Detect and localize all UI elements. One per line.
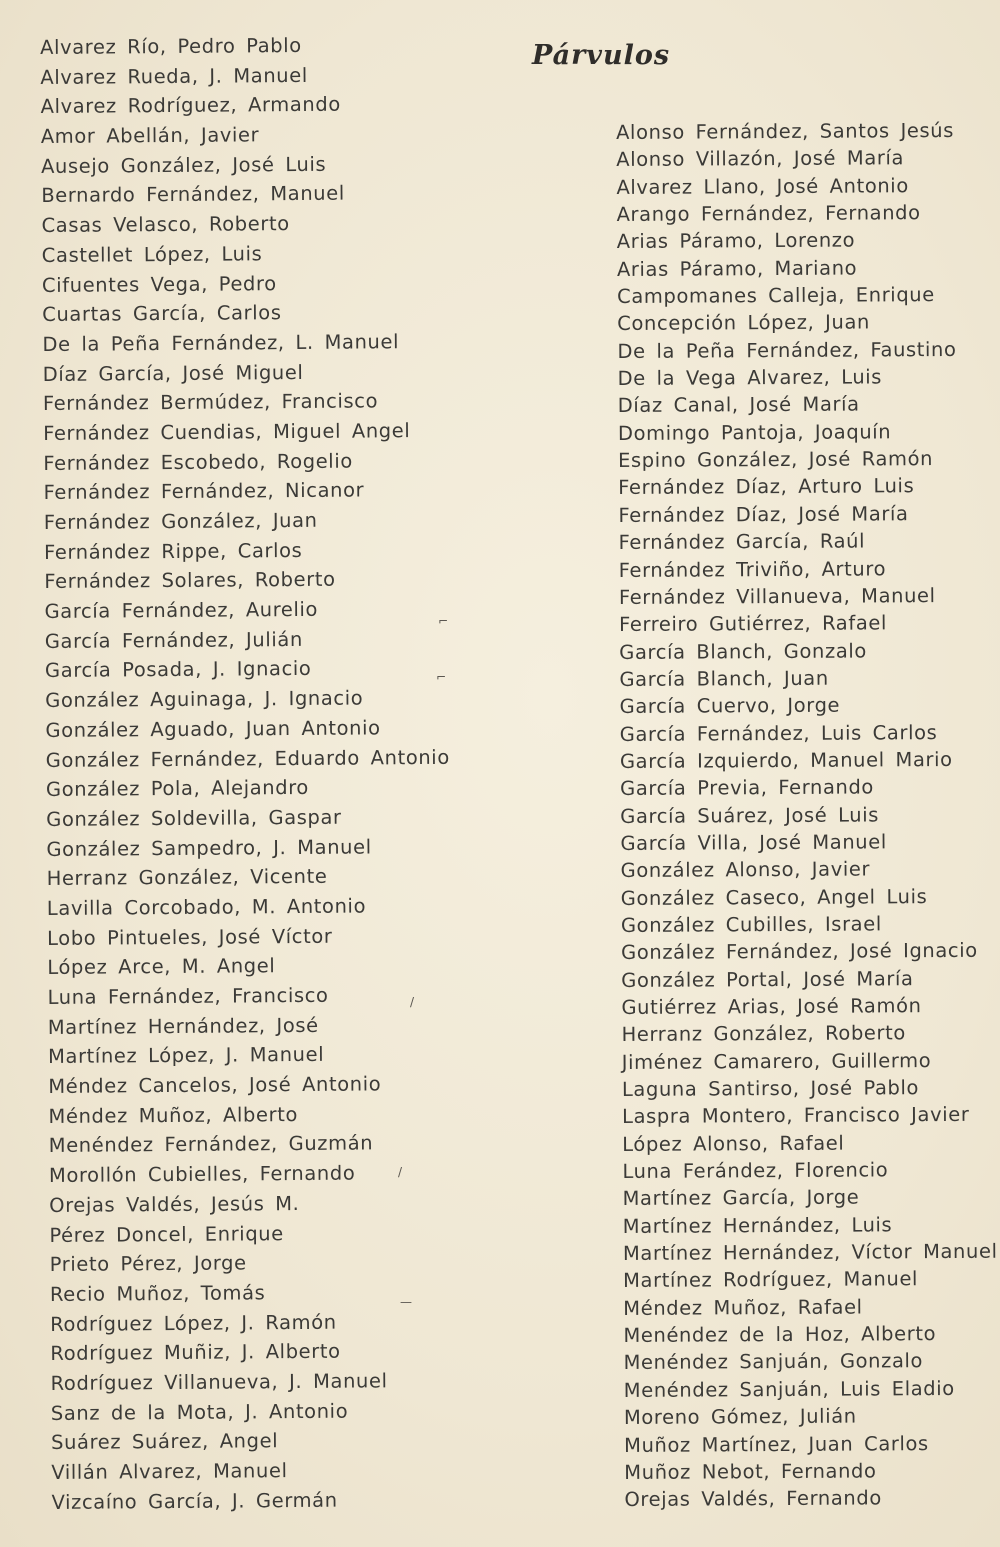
list-item: Laspra Montero, Francisco Javier — [622, 1103, 970, 1129]
list-item: Fernández González, Juan — [43, 508, 318, 534]
list-item: Arias Páramo, Mariano — [616, 256, 858, 281]
list-item: Espino González, José Ramón — [618, 447, 934, 473]
list-item: Fernández Escobedo, Rogelio — [43, 449, 353, 475]
list-item: García Villa, José Manuel — [620, 830, 887, 855]
list-item: González Fernández, José Ignacio — [621, 939, 978, 965]
list-item: Martínez Hernández, Luis — [622, 1213, 893, 1238]
left-name-column — [40, 30, 452, 1517]
list-item: González Cubilles, Israel — [620, 912, 882, 937]
list-item: Rodríguez Muñiz, J. Alberto — [50, 1339, 341, 1366]
list-item: Ferreiro Gutiérrez, Rafael — [619, 611, 888, 637]
list-item: Díaz Canal, José María — [617, 392, 860, 418]
list-item: Fernández Triviño, Arturo — [618, 556, 887, 582]
list-item: García Suárez, José Luis — [620, 803, 880, 828]
list-item: González Aguado, Juan Antonio — [45, 716, 381, 742]
list-item: Rodríguez Villanueva, J. Manuel — [50, 1369, 388, 1395]
list-item: Herranz González, Roberto — [621, 1021, 906, 1047]
list-item: Luna Ferández, Florencio — [622, 1158, 889, 1184]
list-item: Orejas Valdés, Fernando — [624, 1486, 882, 1512]
list-item: González Caseco, Angel Luis — [620, 884, 928, 910]
list-item: Menéndez Sanjuán, Luis Eladio — [623, 1376, 955, 1402]
list-item: González Fernández, Eduardo Antonio — [45, 745, 450, 772]
list-item: Alonso Villazón, José María — [616, 146, 905, 172]
list-item: Fernández Villanueva, Manuel — [618, 583, 936, 609]
list-item: Concepción López, Juan — [617, 310, 871, 336]
list-item: Fernández Fernández, Nicanor — [43, 478, 365, 505]
list-item: Fernández Díaz, José María — [618, 502, 909, 527]
list-item: Cuartas García, Carlos — [42, 301, 282, 327]
list-item: Lobo Pintueles, José Víctor — [47, 924, 333, 950]
list-item: Prieto Pérez, Jorge — [49, 1251, 247, 1277]
list-item: Martínez López, J. Manuel — [47, 1043, 325, 1069]
list-item: García Fernández, Aurelio — [44, 597, 319, 624]
list-item: Muñoz Nebot, Fernando — [624, 1459, 877, 1484]
list-item: García Previa, Fernando — [620, 775, 875, 801]
list-item: Luna Fernández, Francisco — [47, 983, 329, 1009]
list-item: De la Peña Fernández, Faustino — [617, 337, 957, 363]
list-item: Recio Muñoz, Tomás — [49, 1281, 266, 1306]
scan-speck: ⌐ — [436, 670, 447, 684]
list-item: De la Peña Fernández, L. Manuel — [42, 330, 400, 356]
list-item: García Cuervo, Jorge — [619, 693, 841, 719]
list-item: Castellet López, Luis — [41, 242, 263, 267]
list-item: Fernández Solares, Roberto — [44, 568, 336, 594]
list-item: Martínez Hernández, Víctor Manuel — [622, 1239, 998, 1266]
list-item: Campomanes Calleja, Enrique — [617, 283, 935, 309]
list-item: Suárez Suárez, Angel — [50, 1429, 279, 1455]
list-item: Méndez Muñoz, Alberto — [48, 1102, 299, 1128]
list-item: García Fernández, Julián — [44, 627, 303, 653]
list-item: Alvarez Río, Pedro Pablo — [40, 33, 302, 59]
list-item: Alvarez Llano, José Antonio — [616, 173, 909, 199]
list-item: Muñoz Martínez, Juan Carlos — [624, 1431, 929, 1457]
list-item: Vizcaíno García, J. Germán — [51, 1488, 338, 1514]
list-item: Lavilla Corcobado, M. Antonio — [46, 894, 367, 920]
list-item: Martínez Rodríguez, Manuel — [623, 1267, 919, 1293]
list-item: González Portal, José María — [621, 966, 914, 992]
list-item: Laguna Santirso, José Pablo — [621, 1076, 920, 1102]
list-item: González Alonso, Javier — [620, 857, 871, 883]
list-item: García Izquierdo, Manuel Mario — [619, 747, 953, 773]
list-item: Fernández Díaz, Arturo Luis — [618, 474, 915, 500]
scan-speck: / — [410, 995, 415, 1009]
list-item: Méndez Muñoz, Rafael — [623, 1295, 863, 1320]
list-item: Martínez García, Jorge — [622, 1185, 860, 1211]
list-item: Méndez Cancelos, José Antonio — [48, 1072, 382, 1099]
list-item: Villán Alvarez, Manuel — [51, 1459, 288, 1484]
list-item: Arias Páramo, Lorenzo — [616, 228, 856, 254]
list-item: Martínez Hernández, José — [47, 1013, 319, 1039]
list-item: López Alonso, Rafael — [622, 1131, 845, 1156]
list-item: Jiménez Camarero, Guillermo — [621, 1048, 932, 1074]
list-item: Díaz García, José Miguel — [42, 360, 304, 386]
list-item: González Aguinaga, J. Ignacio — [45, 686, 364, 713]
list-item: González Soldevilla, Gaspar — [46, 805, 342, 831]
scan-speck: ⌐ — [438, 614, 449, 628]
list-item: García Posada, J. Ignacio — [44, 657, 312, 683]
list-item: Menéndez Sanjuán, Gonzalo — [623, 1349, 924, 1375]
list-item: López Arce, M. Angel — [47, 954, 276, 980]
list-item: González Sampedro, J. Manuel — [46, 834, 372, 861]
list-item: Bernardo Fernández, Manuel — [41, 182, 345, 208]
list-item: González Pola, Alejandro — [45, 776, 310, 802]
list-item: Domingo Pantoja, Joaquín — [617, 420, 892, 445]
list-item: Fernández Cuendias, Miguel Angel — [43, 419, 411, 445]
list-item: Menéndez de la Hoz, Alberto — [623, 1322, 937, 1348]
list-item: Cifuentes Vega, Pedro — [41, 271, 277, 297]
list-item: Fernández Rippe, Carlos — [43, 538, 303, 564]
list-item: Gutiérrez Arias, José Ramón — [621, 994, 922, 1019]
list-item: Alvarez Rodríguez, Armando — [40, 93, 341, 119]
list-item: Herranz González, Vicente — [46, 865, 328, 891]
list-item: Fernández García, Raúl — [618, 529, 866, 555]
scan-speck: — — [400, 1295, 412, 1309]
list-item: Casas Velasco, Roberto — [41, 212, 290, 238]
scan-speck: / — [398, 1165, 403, 1179]
right-name-column — [616, 117, 1000, 1514]
list-item: De la Vega Alvarez, Luis — [617, 365, 883, 391]
list-item: García Fernández, Luis Carlos — [619, 720, 938, 746]
list-item: Fernández Bermúdez, Francisco — [42, 389, 379, 416]
section-title: Párvulos — [532, 40, 671, 71]
list-item: Arango Fernández, Fernando — [616, 201, 921, 227]
list-item: Orejas Valdés, Jesús M. — [49, 1191, 300, 1217]
list-item: Pérez Doncel, Enrique — [49, 1221, 284, 1247]
list-item: Amor Abellán, Javier — [40, 123, 260, 149]
list-item: Menéndez Fernández, Guzmán — [48, 1131, 374, 1158]
list-item: Alonso Fernández, Santos Jesús — [616, 118, 955, 144]
list-item: Ausejo González, José Luis — [40, 152, 327, 178]
list-item: García Blanch, Gonzalo — [619, 639, 867, 664]
list-item: García Blanch, Juan — [619, 666, 829, 691]
list-item: Moreno Gómez, Julián — [623, 1404, 857, 1430]
list-item: Rodríguez López, J. Ramón — [50, 1310, 337, 1336]
list-item: Sanz de la Mota, J. Antonio — [50, 1399, 349, 1425]
list-item: Alvarez Rueda, J. Manuel — [40, 63, 308, 89]
list-item: Morollón Cubielles, Fernando — [48, 1161, 356, 1188]
